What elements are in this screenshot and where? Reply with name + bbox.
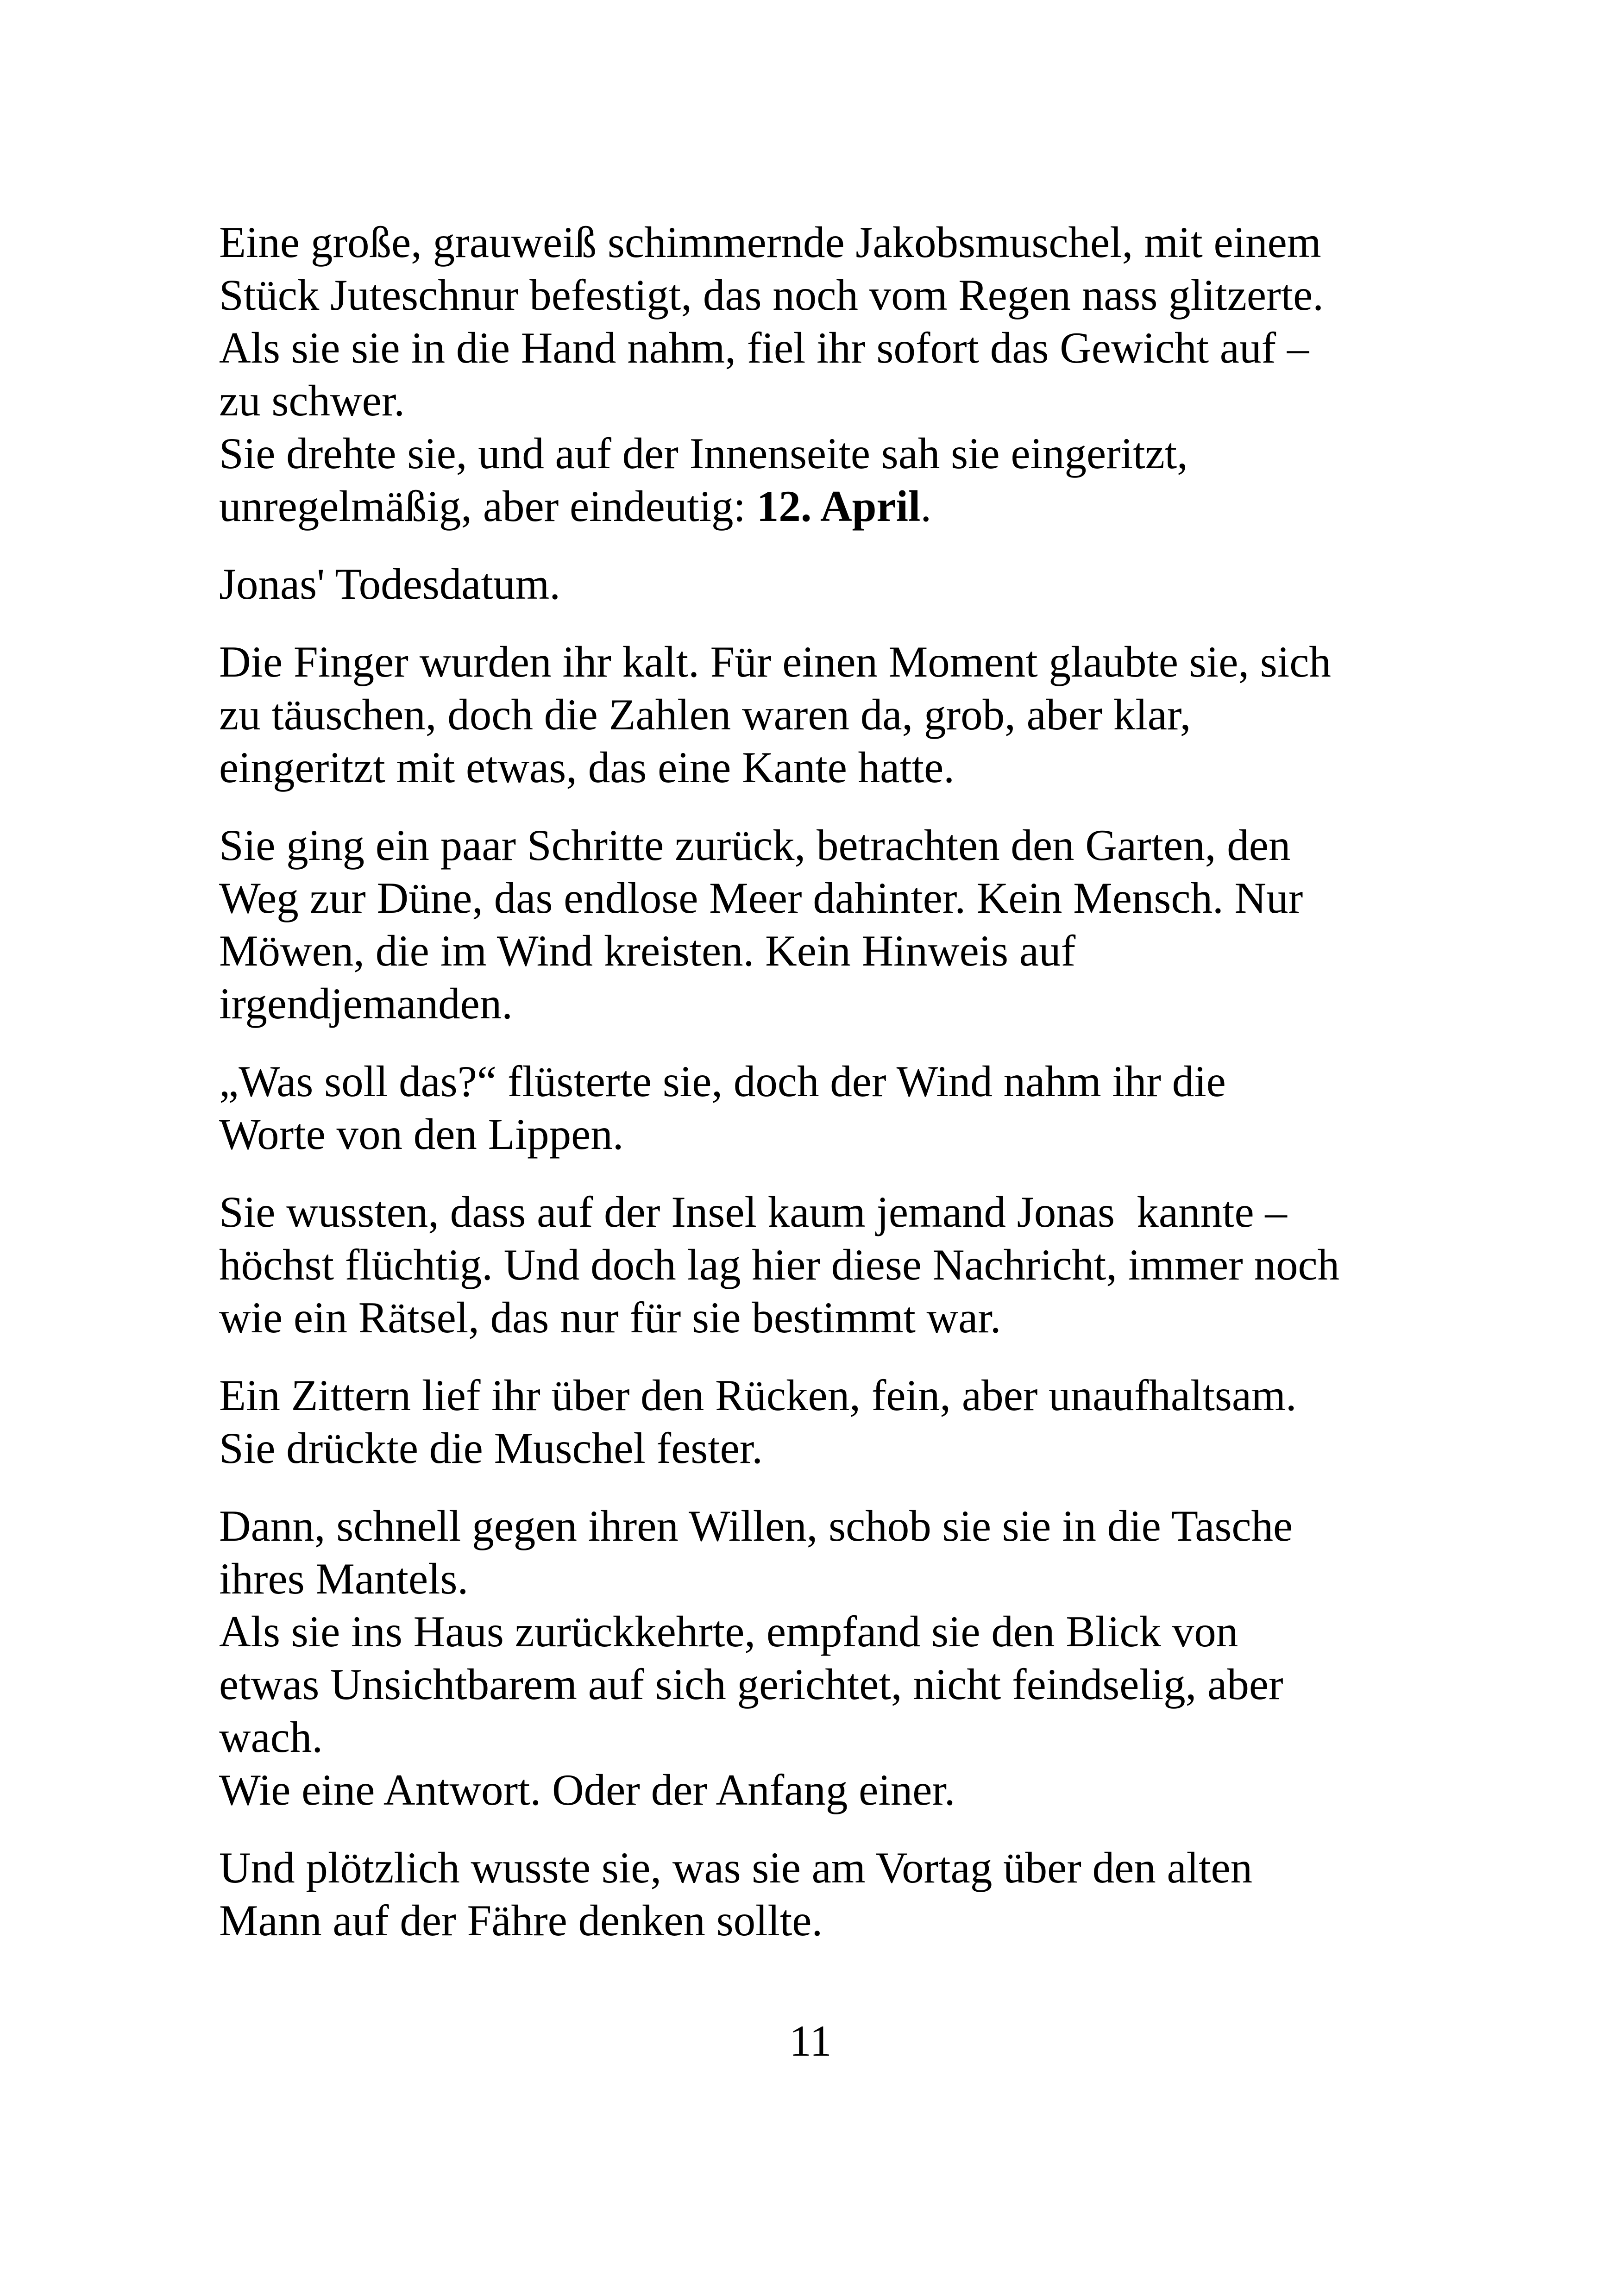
text-line: Ein Zittern lief ihr über den Rücken, fein, aber unaufhaltsam. xyxy=(219,1371,1297,1420)
text-line: Und plötzlich wusste sie, was sie am Vortag über den alten xyxy=(219,1843,1253,1892)
text-line: irgendjemanden. xyxy=(219,979,513,1028)
paragraph-shiver xyxy=(219,1369,1460,1474)
text-line: zu schwer. xyxy=(219,376,405,425)
page-number: 11 xyxy=(789,2016,832,2065)
text-line: eingeritzt mit etwas, das eine Kante hatte. xyxy=(219,743,955,792)
paragraph-ferry xyxy=(219,1841,1460,1947)
text-line: wie ein Rätsel, das nur für sie bestimmt war. xyxy=(219,1293,1001,1342)
text-line: Sie drehte sie, und auf der Innenseite sah sie eingeritzt, xyxy=(219,429,1188,478)
paragraph-island xyxy=(219,1186,1460,1344)
text-line: Sie wussten, dass auf der Insel kaum jemand Jonas kannte – xyxy=(219,1187,1287,1236)
text-line: Als sie ins Haus zurückkehrte, empfand sie den Blick von xyxy=(219,1607,1238,1656)
text-line: Stück Juteschnur befestigt, das noch vom Regen nass glitzerte. xyxy=(219,270,1324,320)
text-line: ihres Mantels. xyxy=(219,1554,469,1603)
text-line: Mann auf der Fähre denken sollte. xyxy=(219,1896,823,1945)
text-line: höchst flüchtig. Und doch lag hier diese Nachricht, immer noch xyxy=(219,1240,1340,1289)
text-line: Weg zur Düne, das endlose Meer dahinter. Kein Mensch. Nur xyxy=(219,873,1303,922)
text-line: „Was soll das?“ flüsterte sie, doch der Wind nahm ihr die xyxy=(219,1057,1226,1106)
text-line: Dann, schnell gegen ihren Willen, schob sie sie in die Tasche xyxy=(219,1501,1293,1550)
text-line: Eine große, grauweiß schimmernde Jakobsmuschel, mit einem xyxy=(219,218,1321,267)
text-line: Sie ging ein paar Schritte zurück, betrachten den Garten, den xyxy=(219,821,1291,870)
text-line: etwas Unsichtbarem auf sich gerichtet, nicht feindselig, aber xyxy=(219,1660,1283,1709)
paragraph-scallop-shell xyxy=(219,216,1460,533)
paragraph-coat-pocket xyxy=(219,1499,1460,1816)
text-line: wach. xyxy=(219,1713,323,1762)
date-line xyxy=(219,480,1460,533)
text-line: Als sie sie in die Hand nahm, fiel ihr sofort das Gewicht auf – xyxy=(219,323,1309,372)
paragraph-garden xyxy=(219,819,1460,1030)
text-line: Wie eine Antwort. Oder der Anfang einer. xyxy=(219,1765,955,1814)
date-line-prefix: unregelmäßig, aber eindeutig: xyxy=(219,482,757,531)
text-line: Die Finger wurden ihr kalt. Für einen Moment glaubte sie, sich xyxy=(219,637,1331,686)
text-line: zu täuschen, doch die Zahlen waren da, grob, aber klar, xyxy=(219,690,1191,739)
text-line: Möwen, die im Wind kreisten. Kein Hinweis auf xyxy=(219,926,1076,975)
text-line: Jonas' Todesdatum. xyxy=(219,559,560,609)
engraved-date: 12. April xyxy=(756,482,921,531)
paragraph-whisper xyxy=(219,1055,1460,1161)
paragraph-cold-fingers xyxy=(219,635,1460,794)
page-body-text xyxy=(219,216,1460,1972)
date-line-suffix: . xyxy=(920,482,932,531)
text-line: Sie drückte die Muschel fester. xyxy=(219,1424,763,1473)
paragraph-death-date xyxy=(219,558,1460,610)
text-line: Worte von den Lippen. xyxy=(219,1110,624,1159)
